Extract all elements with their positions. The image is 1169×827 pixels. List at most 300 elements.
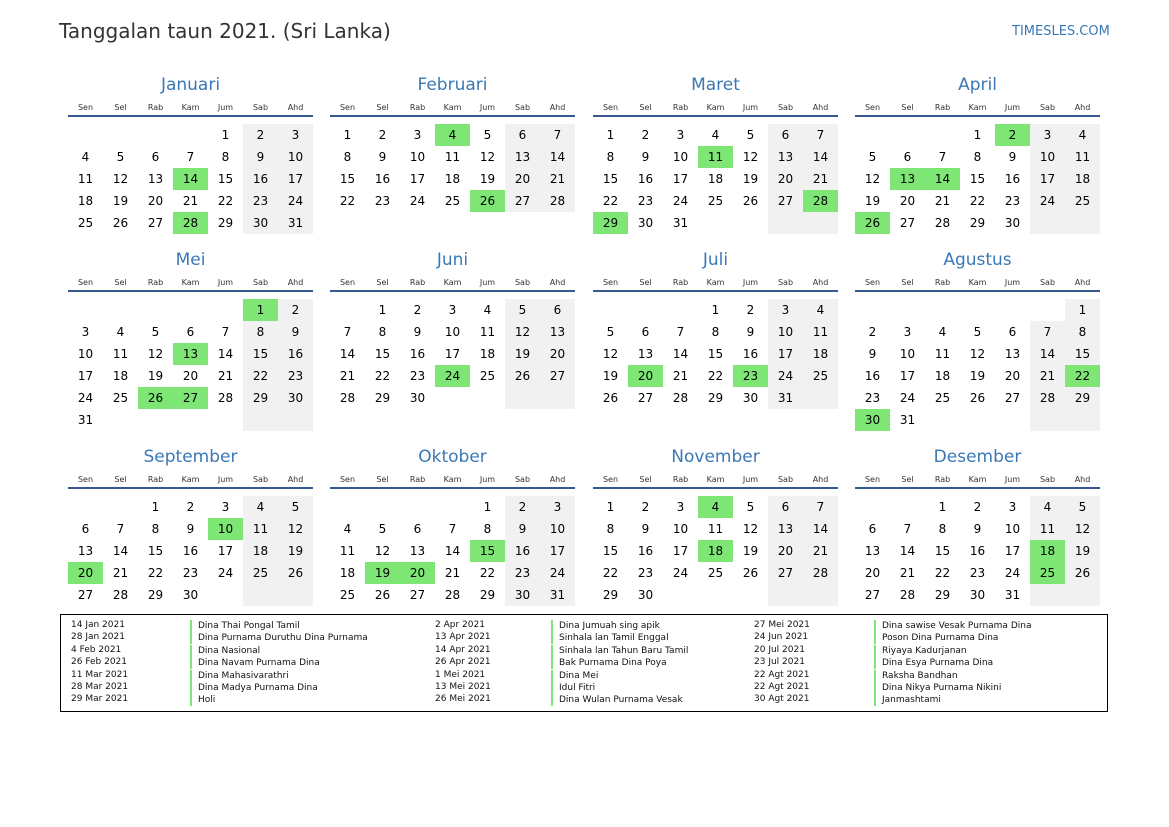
- day-cell: 29: [1065, 387, 1100, 409]
- day-cell: 5: [1065, 496, 1100, 518]
- day-cell: 2: [378, 128, 387, 142]
- holiday-name: Idul Fitri: [551, 682, 595, 694]
- day-cell: 8: [973, 150, 982, 164]
- weekday-label: Jum: [742, 475, 759, 484]
- weekday-label: Rab: [934, 475, 951, 484]
- holiday-name: Dina Esya Purnama Dina: [874, 657, 993, 669]
- day-cell: 15: [1065, 343, 1100, 365]
- day-cell: 16: [742, 347, 759, 361]
- day-cell: 23: [505, 562, 540, 584]
- day-cell: 21: [540, 168, 575, 190]
- weekday-label: Sen: [339, 475, 356, 484]
- day-cell: 30: [182, 588, 199, 602]
- day-cell: 3: [903, 325, 912, 339]
- holiday-date: 26 Mei 2021: [435, 694, 491, 705]
- day-cell: 5: [505, 299, 540, 321]
- day-cell: 13: [505, 146, 540, 168]
- month-title: Juli: [702, 250, 729, 270]
- day-cell: 6: [505, 124, 540, 146]
- day-cell: 7: [803, 496, 838, 518]
- weekday-label: Ahd: [549, 278, 566, 287]
- month-title: Januari: [160, 75, 221, 95]
- day-cell: 5: [116, 150, 125, 164]
- weekday-label: Rab: [147, 475, 164, 484]
- header-rule: [855, 290, 1100, 292]
- day-cell: 19: [278, 540, 313, 562]
- holiday-day-cell: 27: [173, 387, 208, 409]
- day-cell: 8: [483, 522, 492, 536]
- day-cell: 5: [746, 128, 755, 142]
- holiday-day-cell: 14: [173, 168, 208, 190]
- day-cell: 15: [243, 343, 278, 365]
- day-cell: 12: [1065, 518, 1100, 540]
- weekend-empty-cell: [1065, 409, 1100, 431]
- day-cell: 7: [676, 325, 685, 339]
- day-cell: 18: [479, 347, 496, 361]
- day-cell: 30: [969, 588, 986, 602]
- holiday-date: 4 Feb 2021: [71, 644, 122, 655]
- day-cell: 28: [803, 562, 838, 584]
- weekday-label: Sen: [77, 475, 94, 484]
- day-cell: 3: [1030, 124, 1065, 146]
- weekday-label: Sel: [639, 278, 652, 287]
- day-cell: 19: [602, 369, 619, 383]
- day-cell: 23: [409, 369, 426, 383]
- weekday-label: Kam: [968, 475, 987, 484]
- day-cell: 25: [803, 365, 838, 387]
- day-cell: 28: [444, 588, 461, 602]
- day-cell: 7: [116, 522, 125, 536]
- weekday-label: Jum: [479, 278, 496, 287]
- day-cell: 10: [672, 522, 689, 536]
- holiday-name: Raksha Bandhan: [874, 670, 958, 682]
- day-cell: 1: [606, 128, 615, 142]
- day-cell: 25: [1065, 190, 1100, 212]
- header-rule: [330, 290, 575, 292]
- day-cell: 22: [217, 194, 234, 208]
- weekday-label: Ahd: [812, 103, 829, 112]
- day-cell: 24: [1030, 190, 1065, 212]
- holiday-date: 14 Apr 2021: [435, 644, 491, 655]
- holiday-date: 28 Jan 2021: [71, 632, 125, 643]
- holiday-date: 29 Mar 2021: [71, 694, 129, 705]
- day-cell: 8: [606, 522, 615, 536]
- day-cell: 25: [112, 391, 129, 405]
- weekend-empty-cell: [803, 212, 838, 234]
- day-cell: 10: [540, 518, 575, 540]
- header-rule: [68, 115, 313, 117]
- day-cell: 9: [243, 146, 278, 168]
- day-cell: 1: [483, 500, 492, 514]
- weekday-label: Rab: [672, 475, 689, 484]
- holiday-day-cell: 18: [698, 540, 733, 562]
- day-cell: 13: [768, 146, 803, 168]
- weekday-label: Rab: [147, 278, 164, 287]
- weekday-label: Jum: [1004, 278, 1021, 287]
- holiday-name: Dina Navam Purnama Dina: [190, 657, 320, 669]
- day-cell: 27: [864, 588, 881, 602]
- day-cell: 19: [505, 343, 540, 365]
- day-cell: 26: [112, 216, 129, 230]
- header-rule: [330, 487, 575, 489]
- day-cell: 12: [278, 518, 313, 540]
- weekday-label: Ahd: [1074, 278, 1091, 287]
- day-cell: 26: [278, 562, 313, 584]
- weekday-label: Rab: [147, 103, 164, 112]
- holiday-name: Dina Wulan Purnama Vesak: [551, 694, 683, 706]
- day-cell: 21: [112, 566, 129, 580]
- day-cell: 29: [479, 588, 496, 602]
- day-cell: 27: [768, 190, 803, 212]
- day-cell: 1: [221, 128, 230, 142]
- holiday-day-cell: 28: [803, 190, 838, 212]
- day-cell: 12: [112, 172, 129, 186]
- month-desember: [855, 447, 1100, 622]
- day-cell: 5: [151, 325, 160, 339]
- day-cell: 23: [374, 194, 391, 208]
- day-cell: 28: [1030, 387, 1065, 409]
- day-cell: 27: [409, 588, 426, 602]
- day-cell: 29: [602, 588, 619, 602]
- day-cell: 3: [221, 500, 230, 514]
- day-cell: 11: [77, 172, 94, 186]
- holiday-day-cell: 14: [925, 168, 960, 190]
- day-cell: 25: [707, 566, 724, 580]
- day-cell: 12: [147, 347, 164, 361]
- day-cell: 30: [409, 391, 426, 405]
- day-cell: 8: [243, 321, 278, 343]
- day-cell: 4: [243, 496, 278, 518]
- day-cell: 11: [112, 347, 129, 361]
- day-cell: 22: [374, 369, 391, 383]
- holiday-date: 2 Apr 2021: [435, 620, 485, 630]
- day-cell: 13: [768, 518, 803, 540]
- weekday-label: Kam: [443, 103, 462, 112]
- weekday-label: Kam: [443, 278, 462, 287]
- holiday-name: Bak Purnama Dina Poya: [551, 657, 667, 669]
- header-rule: [593, 115, 838, 117]
- day-cell: 4: [938, 325, 947, 339]
- holiday-date: 14 Jan 2021: [71, 620, 125, 630]
- day-cell: 31: [1004, 588, 1021, 602]
- holiday-day-cell: 26: [470, 190, 505, 212]
- month-title: Februari: [417, 75, 488, 95]
- holiday-date: 24 Jun 2021: [754, 632, 809, 643]
- weekday-label: Sen: [602, 278, 619, 287]
- holiday-name: Dina Thai Pongal Tamil: [190, 620, 300, 632]
- header-rule: [330, 115, 575, 117]
- weekday-label: Ahd: [287, 103, 304, 112]
- day-cell: 18: [444, 172, 461, 186]
- weekend-empty-cell: [1065, 212, 1100, 234]
- day-cell: 26: [374, 588, 391, 602]
- day-cell: 28: [112, 588, 129, 602]
- day-cell: 5: [278, 496, 313, 518]
- day-cell: 12: [742, 522, 759, 536]
- day-cell: 24: [77, 391, 94, 405]
- weekday-label: Sab: [1039, 103, 1056, 112]
- holiday-date: 26 Apr 2021: [435, 657, 491, 668]
- day-cell: 2: [641, 500, 650, 514]
- day-cell: 1: [1065, 299, 1100, 321]
- month-title: Desember: [933, 447, 1022, 467]
- day-cell: 18: [112, 369, 129, 383]
- day-cell: 14: [1030, 343, 1065, 365]
- day-cell: 12: [864, 172, 881, 186]
- header-rule: [593, 290, 838, 292]
- weekday-label: Ahd: [812, 475, 829, 484]
- day-cell: 17: [1030, 168, 1065, 190]
- holiday-name: Holi: [190, 694, 215, 706]
- day-cell: 21: [803, 168, 838, 190]
- day-cell: 3: [448, 303, 457, 317]
- day-cell: 6: [186, 325, 195, 339]
- day-cell: 2: [868, 325, 877, 339]
- day-cell: 3: [81, 325, 90, 339]
- weekday-label: Sen: [602, 103, 619, 112]
- day-cell: 23: [969, 566, 986, 580]
- weekday-label: Sab: [777, 475, 794, 484]
- day-cell: 13: [540, 321, 575, 343]
- day-cell: 9: [746, 325, 755, 339]
- holiday-date: 26 Feb 2021: [71, 657, 128, 668]
- day-cell: 7: [448, 522, 457, 536]
- day-cell: 22: [339, 194, 356, 208]
- holiday-day-cell: 13: [890, 168, 925, 190]
- day-cell: 14: [112, 544, 129, 558]
- day-cell: 10: [672, 150, 689, 164]
- day-cell: 21: [899, 566, 916, 580]
- month-april: [855, 75, 1100, 250]
- month-title: Mei: [175, 250, 206, 270]
- day-cell: 20: [1004, 369, 1021, 383]
- day-cell: 19: [742, 544, 759, 558]
- day-cell: 28: [899, 588, 916, 602]
- day-cell: 21: [934, 194, 951, 208]
- day-cell: 28: [540, 190, 575, 212]
- day-cell: 14: [899, 544, 916, 558]
- day-cell: 30: [637, 216, 654, 230]
- weekday-label: Jum: [1004, 103, 1021, 112]
- day-cell: 8: [151, 522, 160, 536]
- day-cell: 1: [151, 500, 160, 514]
- holiday-day-cell: 26: [138, 387, 173, 409]
- day-cell: 16: [637, 544, 654, 558]
- weekday-label: Sab: [1039, 475, 1056, 484]
- weekday-label: Sab: [514, 475, 531, 484]
- weekday-label: Sab: [252, 103, 269, 112]
- site-link[interactable]: TIMESLES.COM: [1012, 24, 1110, 39]
- day-cell: 8: [1065, 321, 1100, 343]
- weekend-empty-cell: [1030, 584, 1065, 606]
- weekday-label: Ahd: [1074, 103, 1091, 112]
- weekday-label: Sab: [1039, 278, 1056, 287]
- day-cell: 19: [147, 369, 164, 383]
- weekday-label: Ahd: [287, 475, 304, 484]
- day-cell: 25: [243, 562, 278, 584]
- holiday-name: Dina sawise Vesak Purnama Dina: [874, 620, 1031, 632]
- weekend-empty-cell: [768, 212, 803, 234]
- day-cell: 31: [899, 413, 916, 427]
- day-cell: 21: [339, 369, 356, 383]
- day-cell: 20: [182, 369, 199, 383]
- day-cell: 13: [1004, 347, 1021, 361]
- day-cell: 18: [77, 194, 94, 208]
- weekday-label: Sel: [901, 103, 914, 112]
- day-cell: 18: [1065, 168, 1100, 190]
- day-cell: 3: [1008, 500, 1017, 514]
- day-cell: 14: [444, 544, 461, 558]
- weekday-label: Sen: [77, 103, 94, 112]
- day-cell: 8: [378, 325, 387, 339]
- weekday-label: Jum: [217, 475, 234, 484]
- day-cell: 5: [378, 522, 387, 536]
- header-rule: [593, 487, 838, 489]
- day-cell: 11: [707, 522, 724, 536]
- holiday-day-cell: 29: [593, 212, 628, 234]
- day-cell: 2: [243, 124, 278, 146]
- day-cell: 4: [483, 303, 492, 317]
- weekday-label: Rab: [409, 278, 426, 287]
- holiday-date: 1 Mei 2021: [435, 669, 486, 680]
- day-cell: 9: [641, 150, 650, 164]
- weekday-label: Sel: [114, 278, 127, 287]
- weekend-empty-cell: [768, 584, 803, 606]
- day-cell: 23: [637, 566, 654, 580]
- month-title: Agustus: [943, 250, 1012, 270]
- day-cell: 6: [768, 496, 803, 518]
- month-title: Oktober: [418, 447, 487, 467]
- holiday-name: Dina Purnama Duruthu Dina Purnama: [190, 632, 368, 644]
- month-maret: [593, 75, 838, 250]
- holiday-date: 22 Agt 2021: [754, 669, 810, 680]
- day-cell: 6: [768, 124, 803, 146]
- day-cell: 20: [864, 566, 881, 580]
- day-cell: 12: [479, 150, 496, 164]
- day-cell: 7: [540, 124, 575, 146]
- header-rule: [68, 290, 313, 292]
- day-cell: 26: [505, 365, 540, 387]
- weekday-label: Kam: [181, 475, 200, 484]
- weekday-label: Jum: [217, 103, 234, 112]
- day-cell: 26: [969, 391, 986, 405]
- weekend-empty-cell: [278, 409, 313, 431]
- holiday-date: 28 Mar 2021: [71, 682, 129, 692]
- month-juli: [593, 250, 838, 425]
- day-cell: 17: [540, 540, 575, 562]
- weekday-label: Sab: [514, 103, 531, 112]
- day-cell: 16: [864, 369, 881, 383]
- day-cell: 4: [343, 522, 352, 536]
- day-cell: 24: [217, 566, 234, 580]
- holiday-day-cell: 22: [1065, 365, 1100, 387]
- weekday-label: Sel: [114, 103, 127, 112]
- day-cell: 11: [339, 544, 356, 558]
- weekday-label: Sab: [252, 278, 269, 287]
- day-cell: 13: [409, 544, 426, 558]
- day-cell: 4: [1065, 124, 1100, 146]
- day-cell: 17: [278, 168, 313, 190]
- day-cell: 9: [186, 522, 195, 536]
- day-cell: 20: [899, 194, 916, 208]
- day-cell: 30: [742, 391, 759, 405]
- weekday-label: Ahd: [1074, 475, 1091, 484]
- day-cell: 5: [973, 325, 982, 339]
- weekend-empty-cell: [505, 387, 540, 409]
- holiday-name: Dina Mei: [551, 670, 598, 682]
- day-cell: 23: [864, 391, 881, 405]
- weekday-label: Sen: [864, 475, 881, 484]
- day-cell: 29: [217, 216, 234, 230]
- day-cell: 7: [343, 325, 352, 339]
- day-cell: 31: [768, 387, 803, 409]
- day-cell: 1: [343, 128, 352, 142]
- month-title: Juni: [436, 250, 469, 270]
- month-oktober: [330, 447, 575, 622]
- weekday-label: Kam: [968, 103, 987, 112]
- day-cell: 2: [641, 128, 650, 142]
- day-cell: 20: [505, 168, 540, 190]
- weekday-label: Sen: [77, 278, 94, 287]
- day-cell: 26: [742, 566, 759, 580]
- holiday-day-cell: 26: [855, 212, 890, 234]
- holiday-date: 23 Jul 2021: [754, 657, 805, 668]
- day-cell: 18: [243, 540, 278, 562]
- holiday-date: 27 Mei 2021: [754, 620, 810, 630]
- day-cell: 18: [934, 369, 951, 383]
- holiday-day-cell: 28: [173, 212, 208, 234]
- weekend-empty-cell: [278, 584, 313, 606]
- day-cell: 2: [278, 299, 313, 321]
- weekday-label: Rab: [409, 103, 426, 112]
- day-cell: 16: [243, 168, 278, 190]
- day-cell: 19: [112, 194, 129, 208]
- day-cell: 24: [278, 190, 313, 212]
- holiday-legend: [60, 614, 1108, 712]
- day-cell: 26: [742, 194, 759, 208]
- day-cell: 28: [934, 216, 951, 230]
- day-cell: 10: [278, 146, 313, 168]
- day-cell: 25: [479, 369, 496, 383]
- day-cell: 16: [409, 347, 426, 361]
- header-rule: [855, 115, 1100, 117]
- holiday-day-cell: 18: [1030, 540, 1065, 562]
- day-cell: 27: [77, 588, 94, 602]
- day-cell: 7: [186, 150, 195, 164]
- day-cell: 17: [77, 369, 94, 383]
- day-cell: 27: [505, 190, 540, 212]
- day-cell: 22: [969, 194, 986, 208]
- day-cell: 7: [1030, 321, 1065, 343]
- day-cell: 24: [1004, 566, 1021, 580]
- day-cell: 10: [768, 321, 803, 343]
- day-cell: 4: [711, 128, 720, 142]
- weekday-label: Sab: [252, 475, 269, 484]
- holiday-name: Dina Madya Purnama Dina: [190, 682, 318, 694]
- day-cell: 20: [768, 168, 803, 190]
- weekday-label: Jum: [217, 278, 234, 287]
- day-cell: 14: [540, 146, 575, 168]
- day-cell: 2: [505, 496, 540, 518]
- day-cell: 16: [969, 544, 986, 558]
- day-cell: 29: [147, 588, 164, 602]
- holiday-name: Sinhala lan Tamil Enggal: [551, 632, 669, 644]
- day-cell: 26: [1065, 562, 1100, 584]
- day-cell: 5: [746, 500, 755, 514]
- day-cell: 15: [602, 544, 619, 558]
- day-cell: 6: [151, 150, 160, 164]
- day-cell: 24: [768, 365, 803, 387]
